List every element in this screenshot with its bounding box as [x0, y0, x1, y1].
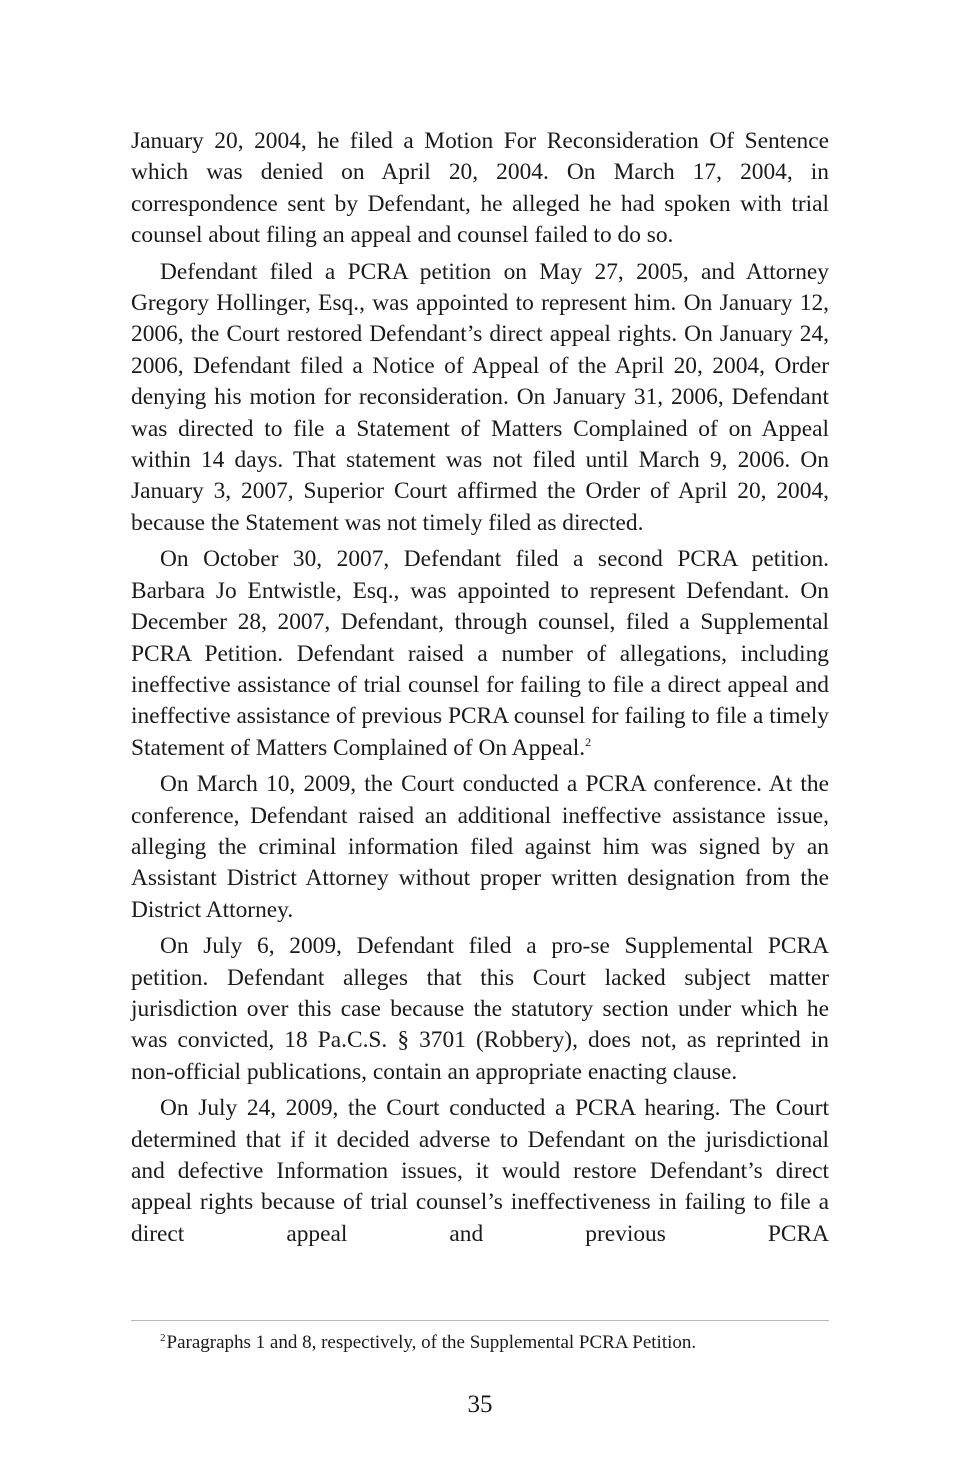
document-body — [131, 126, 829, 1255]
footnote-text: Paragraphs 1 and 8, respectively, of the Supplemental PCRA Petition. — [166, 1332, 697, 1353]
paragraph-3 — [131, 544, 829, 764]
footnote-divider — [131, 1320, 829, 1321]
paragraph-1: January 20, 2004, he filed a Motion For Reconsideration Of Sentence which was denied on April 20, 2004. On March 17, 2004, in correspondence sent by Defendant, he alleged he had spoken with trial counsel about filing an appeal and counsel failed to do so. — [131, 128, 829, 249]
page-number: 35 — [467, 1391, 493, 1418]
paragraph-3-text: On October 30, 2007, Defendant filed a second PCRA petition. Barbara Jo Entwistle, Esq., was appointed to represent Defendant. On December 28, 2007, Defendant, through counsel, filed a Supplemental PCRA Petition. Defendant raised a number of allegations, including ineffective assistance of trial counsel for failing to file a direct appeal and ineffective assistance of previous PCRA counsel for failing to file a timely Statement of Matters Complained of On Appeal. — [131, 546, 829, 761]
paragraph-4: On March 10, 2009, the Court conducted a PCRA conference. At the conference, Defendant raised an additional ineffective assistance issue, alleging the criminal information filed against him was signed by an Assistant District Attorney without proper written designation from the District Attorney. — [131, 771, 829, 923]
paragraph-6: On July 24, 2009, the Court conducted a PCRA hearing. The Court determined that if it decided adverse to Defendant on the jurisdictional and defective Information issues, it would restore Defendant’s direct appeal rights because of trial counsel’s ineffectiveness in failing to file a direct appeal and previous PCRA — [131, 1095, 829, 1247]
paragraph-5: On July 6, 2009, Defendant filed a pro-se Supplemental PCRA petition. Defendant alleges that this Court lacked subject matter jurisdiction over this case because the statutory section under which he was convicted, 18 Pa.C.S. § 3701 (Robbery), does not, as reprinted in non-official publications, contain an appropriate enacting clause. — [131, 933, 829, 1085]
footnote — [160, 1330, 829, 1356]
paragraph-2: Defendant filed a PCRA petition on May 27, 2005, and Attorney Gregory Hollinger, Esq., was appointed to represent him. On January 12, 2006, the Court restored Defendant’s direct appeal rights. On January 24, 2006, Defendant filed a Notice of Appeal of the April 20, 2004, Order denying his motion for reconsideration. On January 31, 2006, Defendant was directed to file a Statement of Matters Complained of on Appeal within 14 days. That statement was not filed until March 9, 2006. On January 3, 2007, Superior Court affirmed the Order of April 20, 2004, because the Statement was not timely filed as directed. — [131, 258, 829, 536]
footnote-mark: 2 — [160, 1332, 166, 1344]
footnote-reference: 2 — [585, 734, 592, 749]
